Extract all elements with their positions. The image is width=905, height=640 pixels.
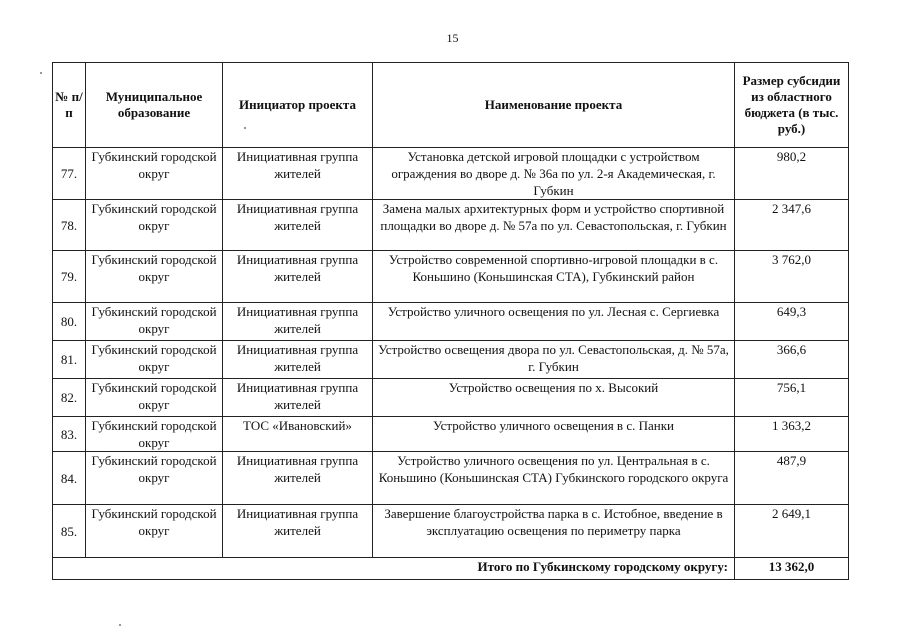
row-number: 83.: [53, 417, 86, 452]
row-municipality: Губкинский городской округ: [86, 200, 223, 251]
row-municipality: Губкинский городской округ: [86, 341, 223, 379]
header-initiator: Инициатор проекта: [223, 63, 373, 148]
scan-speck: [119, 624, 121, 626]
table-body: [53, 148, 849, 580]
row-project: Устройство уличного освещения в с. Панки: [373, 417, 735, 452]
row-project: Устройство современной спортивно-игровой площадки в с. Коньшино (Коньшинская СТА), Губкинский район: [373, 251, 735, 303]
header-municipality: Муниципальное образование: [86, 63, 223, 148]
header-num: № п/п: [53, 63, 86, 148]
row-initiator: Инициативная группа жителей: [223, 379, 373, 417]
table-row: [53, 200, 849, 251]
table-row: [53, 251, 849, 303]
row-project: Замена малых архитектурных форм и устройство спортивной площадки во дворе д. № 57а по ул. Севастопольская, г. Губкин: [373, 200, 735, 251]
row-project: Устройство уличного освещения по ул. Лесная с. Сергиевка: [373, 303, 735, 341]
table-row: [53, 303, 849, 341]
row-initiator: Инициативная группа жителей: [223, 303, 373, 341]
table-row: [53, 417, 849, 452]
row-municipality: Губкинский городской округ: [86, 505, 223, 558]
total-value: 13 362,0: [735, 558, 849, 580]
row-initiator: Инициативная группа жителей: [223, 452, 373, 505]
row-subsidy: 649,3: [735, 303, 849, 341]
row-project: Установка детской игровой площадки с устройством ограждения во дворе д. № 36а по ул. 2-я Академическая, г. Губкин: [373, 148, 735, 200]
table-row: [53, 452, 849, 505]
row-municipality: Губкинский городской округ: [86, 303, 223, 341]
row-subsidy: 756,1: [735, 379, 849, 417]
table-row: [53, 148, 849, 200]
row-project: Устройство освещения двора по ул. Севастопольская, д. № 57а, г. Губкин: [373, 341, 735, 379]
scan-speck: [244, 127, 246, 129]
scan-speck: [40, 72, 42, 74]
row-municipality: Губкинский городской округ: [86, 251, 223, 303]
total-label: Итого по Губкинскому городскому округу:: [53, 558, 735, 580]
row-number: 85.: [53, 505, 86, 558]
row-initiator: ТОС «Ивановский»: [223, 417, 373, 452]
row-subsidy: 3 762,0: [735, 251, 849, 303]
page-number: 15: [446, 31, 459, 45]
row-number: 77.: [53, 148, 86, 200]
row-number: 82.: [53, 379, 86, 417]
total-row: [53, 558, 849, 580]
subsidy-table: [52, 62, 849, 580]
row-number: 80.: [53, 303, 86, 341]
row-subsidy: 980,2: [735, 148, 849, 200]
row-municipality: Губкинский городской округ: [86, 452, 223, 505]
row-subsidy: 1 363,2: [735, 417, 849, 452]
row-initiator: Инициативная группа жителей: [223, 200, 373, 251]
header-subsidy: Размер субсидии из областного бюджета (в тыс. руб.): [735, 63, 849, 148]
row-project: Устройство освещения по х. Высокий: [373, 379, 735, 417]
row-municipality: Губкинский городской округ: [86, 417, 223, 452]
table-row: [53, 341, 849, 379]
row-number: 78.: [53, 200, 86, 251]
row-project: Завершение благоустройства парка в с. Истобное, введение в эксплуатацию освещения по периметру парка: [373, 505, 735, 558]
row-municipality: Губкинский городской округ: [86, 379, 223, 417]
table-row: [53, 379, 849, 417]
row-initiator: Инициативная группа жителей: [223, 251, 373, 303]
row-initiator: Инициативная группа жителей: [223, 148, 373, 200]
row-subsidy: 487,9: [735, 452, 849, 505]
row-initiator: Инициативная группа жителей: [223, 341, 373, 379]
row-number: 81.: [53, 341, 86, 379]
row-project: Устройство уличного освещения по ул. Центральная в с. Коньшино (Коньшинская СТА) Губкинского городского округа: [373, 452, 735, 505]
table-header-row: [53, 63, 849, 148]
row-number: 79.: [53, 251, 86, 303]
row-subsidy: 366,6: [735, 341, 849, 379]
row-subsidy: 2 347,6: [735, 200, 849, 251]
table-row: [53, 505, 849, 558]
row-number: 84.: [53, 452, 86, 505]
row-initiator: Инициативная группа жителей: [223, 505, 373, 558]
row-municipality: Губкинский городской округ: [86, 148, 223, 200]
header-project: Наименование проекта: [373, 63, 735, 148]
row-subsidy: 2 649,1: [735, 505, 849, 558]
